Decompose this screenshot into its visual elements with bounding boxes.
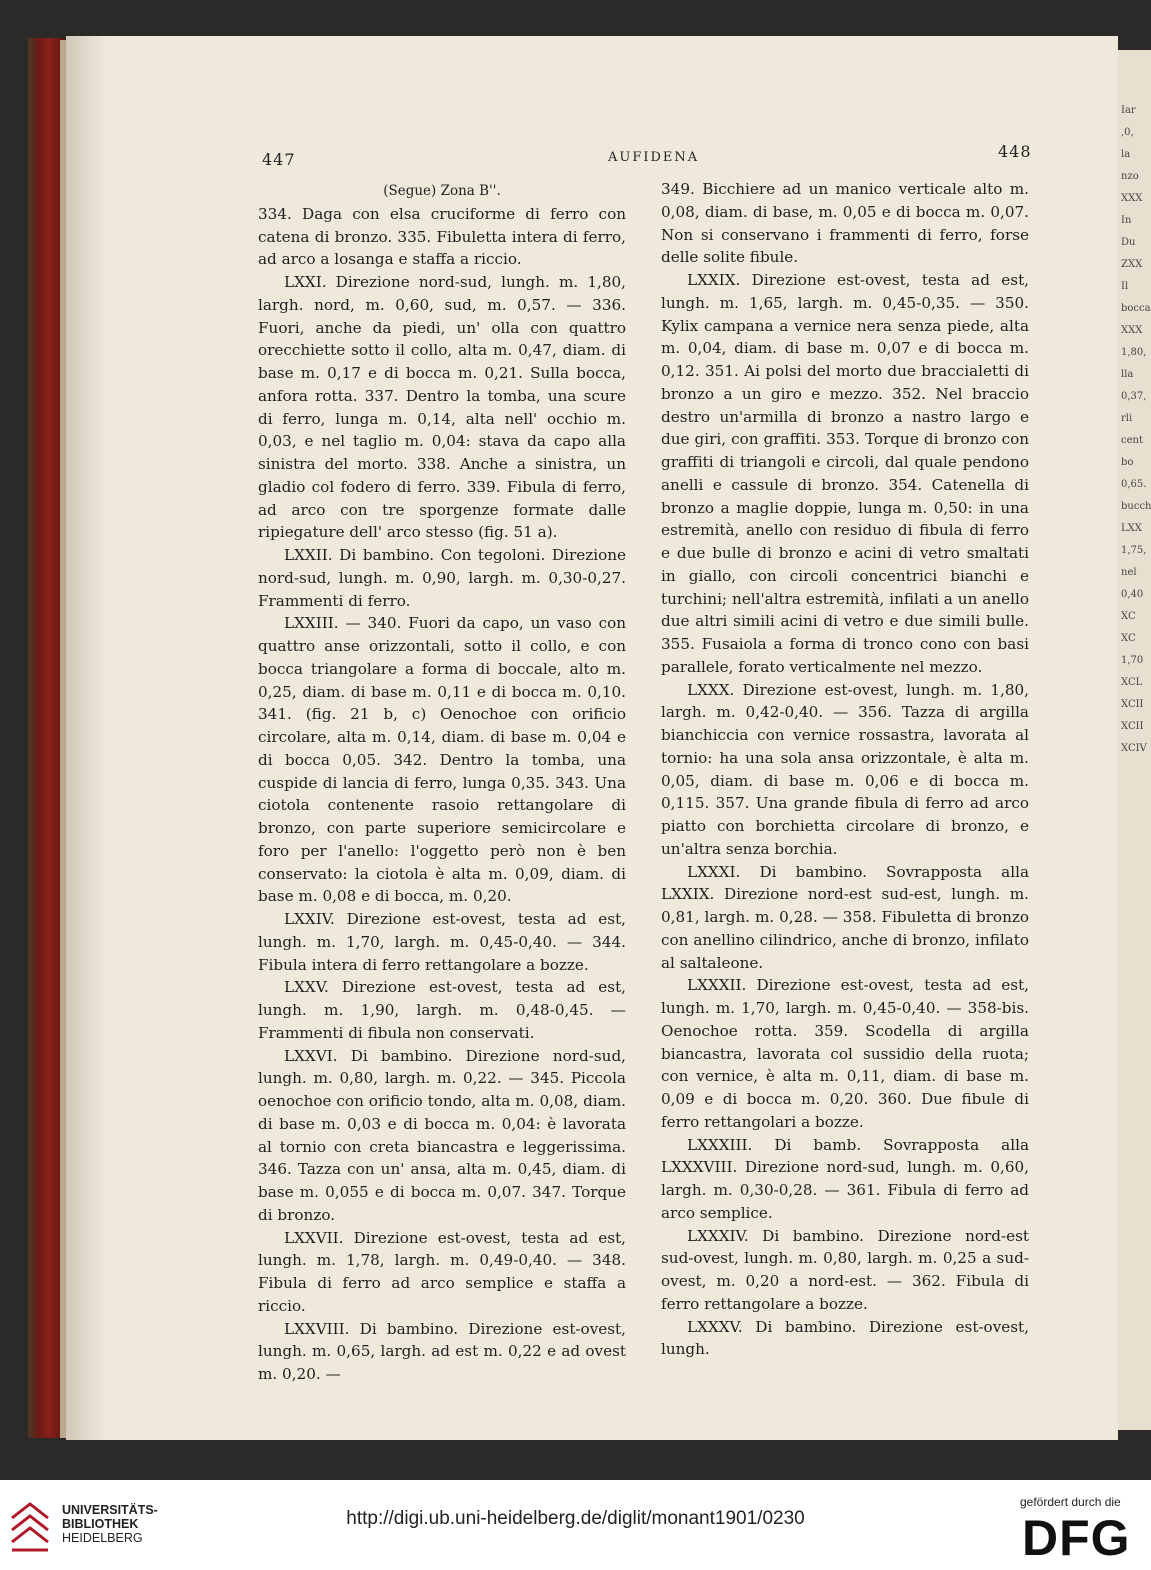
book-spine (28, 38, 64, 1438)
paragraph: LXXII. Di bambino. Con tegoloni. Direzione nord-sud, lungh. m. 0,90, largh. m. 0,30-0,27. Frammenti di ferro. (258, 546, 626, 610)
dfg-logo[interactable]: DFG (1022, 1510, 1131, 1566)
paragraph: LXXI. Direzione nord-sud, lungh. m. 1,80, largh. nord, m. 0,60, sud, m. 0,57. — 336. Fuori, anche da piedi, un' olla con quattro orecchiette sotto il collo, alta m. 0,47, diam. di base m. 0,17 e di bocca m. 0,21. Sulla bocca, anfora rotta. 337. Dentro la tomba, una scure di ferro, lunga m. 0,14, alta nell' occhio m. 0,03, e nel taglio m. 0,04: stava da capo alla sinistra del morto. 338. Anche a sinistra, un gladio col fodero di ferro. 339. Fibula di ferro, ad arco con tre sporgenze formate dalle ripiegature dell' arco stesso (fig. 51 a). (258, 273, 626, 542)
paragraph: LXXXV. Di bambino. Direzione est-ovest, lungh. (661, 1317, 1029, 1359)
paragraph: 349. Bicchiere ad un manico verticale alto m. 0,08, diam. di base, m. 0,05 e di bocca m. 0,07. Non si conservano i frammenti di ferro, forse delle solite fibule. (661, 180, 1029, 267)
paragraph: LXXVI. Di bambino. Direzione nord-sud, lungh. m. 0,80, largh. m. 0,22. — 345. Piccola oenochoe con orificio tondo, alta m. 0,08, diam. di base m. 0,03 e di bocca m. 0,04: è lavorata al tornio con creta biancastra e leggerissima. 346. Tazza con un' ansa, alta m. 0,45, diam. di base m. 0,055 e di bocca m. 0,07. 347. Torque di bronzo. (258, 1046, 626, 1224)
page-number-left: 447 (262, 150, 296, 169)
paragraph: LXXXIII. Di bamb. Sovrapposta alla LXXXVIII. Direzione nord-sud, lungh. m. 0,60, largh. m. 0,30-0,28. — 361. Fibula di ferro ad arco semplice. (661, 1135, 1029, 1222)
document-url-link[interactable]: http://digi.ub.uni-heidelberg.de/diglit/monant1901/0230 (346, 1508, 805, 1529)
left-column (258, 180, 626, 1386)
paragraph: (Segue) Zona B''. (383, 183, 501, 199)
paragraph: LXXXIV. Di bambino. Direzione nord-est sud-ovest, lungh. m. 0,80, largh. m. 0,25 a sud-ovest, m. 0,20 a nord-est. — 362. Fibula di ferro rettangolare a bozze. (661, 1226, 1029, 1313)
page-number-right: 448 (998, 142, 1032, 161)
next-page-fragments: Iar ,0, la nzo XXX In Du ZXX Il bocca XXX 1,80, lla 0,37, rli cent bo 0,65. bucch LXX 1,75, nel 0,40 XC XC 1,70 XCL XCII XCII XCIV (1121, 105, 1151, 754)
paragraph: LXXIII. — 340. Fuori da capo, un vaso con quattro anse orizzontali, sotto il collo, e con bocca triangolare a forma di boccale, alto m. 0,25, diam. di base m. 0,11 e di bocca m. 0,10. 341. (fig. 21 b, c) Oenochoe con orificio circolare, alta m. 0,14, diam. di base m. 0,04 e di bocca 0,05. 342. Dentro la tomba, una cuspide di lancia di ferro, lunga 0,35. 343. Una ciotola contenente rasoio rettangolare di bronzo, con parte superiore semicircolare e foro per l'anello: l'oggetto però non è ben conservato: la ciotola è alta m. 0,09, diam. di base m. 0,08 e di bocca, m. 0,20. (258, 614, 626, 906)
paragraph: LXXVIII. Di bambino. Direzione est-ovest, lungh. m. 0,65, largh. ad est m. 0,22 e ad ovest m. 0,20. — (258, 1319, 626, 1383)
library-line-3: HEIDELBERG (62, 1531, 143, 1545)
paragraph: 334. Daga con elsa cruciforme di ferro con catena di bronzo. 335. Fibuletta intera di ferro, ad arco a losanga e staffa a riccio. (258, 204, 626, 269)
paragraph: LXXVII. Direzione est-ovest, testa ad est, lungh. m. 1,78, largh. m. 0,49-0,40. — 348. Fibula di ferro ad arco semplice e staffa a riccio. (258, 1228, 626, 1315)
running-head: AUFIDENA (608, 150, 700, 165)
paragraph: LXXXII. Direzione est-ovest, testa ad est, lungh. m. 1,70, largh. m. 0,45-0,40. — 358-bis. Oenochoe rotta. 359. Scodella di argilla biancastra, lavorata col sussidio della ruota; con vernice, è alta m. 0,11, diam. di base m. 0,09 e di bocca m. 0,20. 360. Due fibule di ferro rettangolari a bozze. (661, 976, 1029, 1131)
paragraph: LXXIX. Direzione est-ovest, testa ad est, lungh. m. 1,65, largh. m. 0,45-0,35. — 350. Kylix campana a vernice nera senza piede, alta m. 0,04, diam. di base m. 0,07 e di bocca m. 0,12. 351. Ai polsi del morto due braccialetti di bronzo a un giro e mezzo. 352. Nel braccio destro un'armilla di bronzo a nastro largo e due giri, con graffiti. 353. Torque di bronzo con graffiti di triangoli e circoli, dal quale pendono anelli e cassule di bronzo. 354. Catenella di bronzo a maglie doppie, lunga m. 0,50: in una estremità, anello con residuo di fibula di ferro e due bulle di bronzo e acini di vetro smaltati in giallo, con circoli concentrici bianchi e turchini; nell'altra estremità, infilati a un anello due altri simili acini di vetro e due simili bulle. 355. Fusaiola a forma di tronco cono con basi parallele, forato verticalmente nel mezzo. (661, 271, 1029, 676)
paragraph: LXXV. Direzione est-ovest, testa ad est, lungh. m. 1,90, largh. m. 0,48-0,45. — Frammenti di fibula non conservati. (258, 978, 626, 1042)
funded-by-label: gefördert durch die (1020, 1495, 1121, 1509)
library-line-2: BIBLIOTHEK (62, 1517, 139, 1531)
library-line-1: UNIVERSITÄTS- (62, 1503, 158, 1517)
paragraph: LXXXI. Di bambino. Sovrapposta alla LXXIX. Direzione nord-est sud-est, lungh. m. 0,81, largh. m. 0,28. — 358. Fibuletta di bronzo con anellino cilindrico, anche di bronzo, infilato al saltaleone. (661, 862, 1029, 972)
paragraph: LXXX. Direzione est-ovest, lungh. m. 1,80, largh. m. 0,42-0,40. — 356. Tazza di argilla bianchiccia con vernice rossastra, lavorata al tornio: ha una sola ansa orizzontale, è alta m. 0,05, diam. di base m. 0,06 e di bocca m. 0,115. 357. Una grande fibula di ferro ad arco piatto con borchietta circolare di bronzo, e un'altra senza borchia. (661, 680, 1029, 858)
page-gutter-shadow (66, 36, 106, 1440)
right-column (661, 178, 1029, 1361)
paragraph: LXXIV. Direzione est-ovest, testa ad est, lungh. m. 1,70, largh. m. 0,45-0,40. — 344. Fibula intera di ferro rettangolare a bozze. (258, 910, 626, 974)
